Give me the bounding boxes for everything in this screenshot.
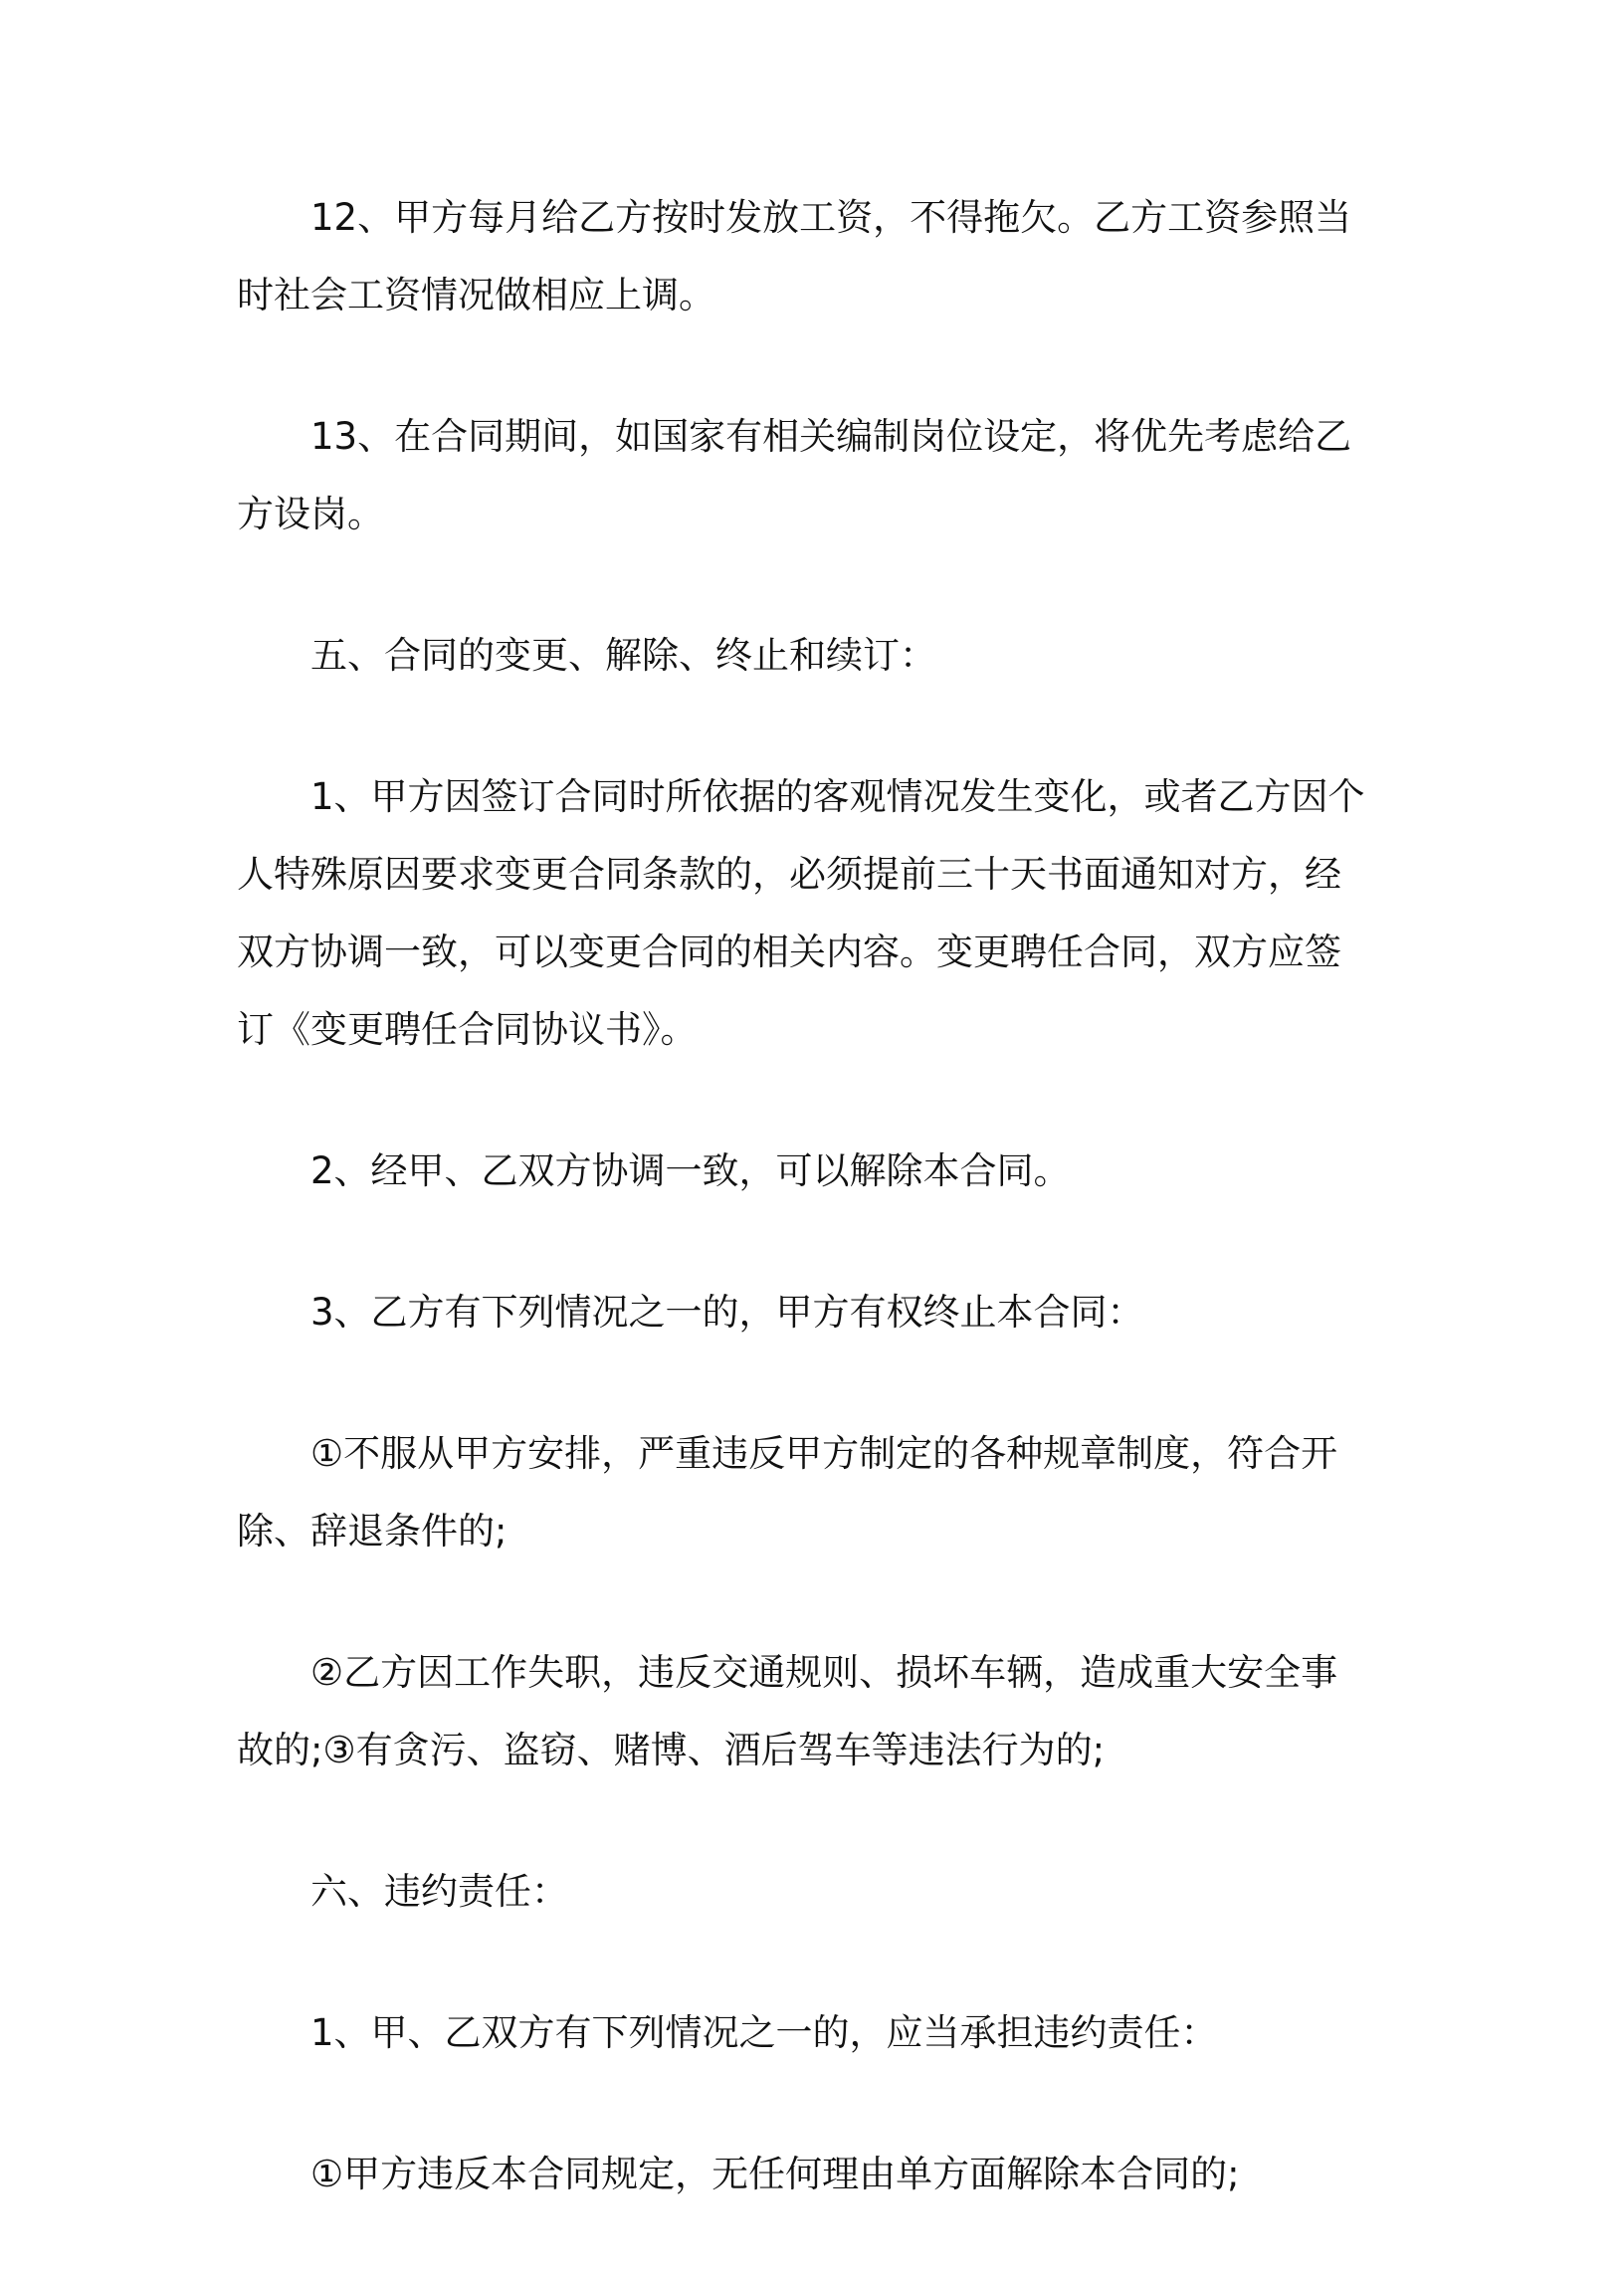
paragraph-5-2: 2、经甲、乙双方协调一致，可以解除本合同。 [310,1149,1071,1192]
paragraph-5-3: 3、乙方有下列情况之一的，甲方有权终止本合同： [310,1291,1144,1334]
paragraph-6-1-item-1: ①甲方违反本合同规定，无任何理由单方面解除本合同的; [310,2153,1240,2195]
section-heading-5: 五、合同的变更、解除、终止和续订： [310,634,936,677]
paragraph-6-1: 1、甲、乙双方有下列情况之一的，应当承担违约责任： [310,2011,1218,2054]
paragraph-clause-12: 12、甲方每月给乙方按时发放工资，不得拖欠。乙方工资参照当时社会工资情况做相应上调。 [237,196,1352,316]
paragraph-5-1: 1、甲方因签订合同时所依据的客观情况发生变化，或者乙方因个人特殊原因要求变更合同条款的，必须提前三十天书面通知对方，经双方协调一致，可以变更合同的相关内容。变更聘任合同，双方应签订《变更聘任合同协议书》。 [237,775,1365,1051]
section-heading-6: 六、违约责任： [310,1870,568,1913]
paragraph-clause-13: 13、在合同期间，如国家有相关编制岗位设定，将优先考虑给乙方设岗。 [237,415,1352,535]
paragraph-5-3-item-2-3: ②乙方因工作失职，违反交通规则、损坏车辆，造成重大安全事故的;③有贪污、盗窃、赌博、酒后驾车等违法行为的; [237,1651,1338,1771]
document-body [237,179,1371,2277]
paragraph-5-3-item-1: ①不服从甲方安排，严重违反甲方制定的各种规章制度，符合开除、辞退条件的; [237,1432,1338,1552]
